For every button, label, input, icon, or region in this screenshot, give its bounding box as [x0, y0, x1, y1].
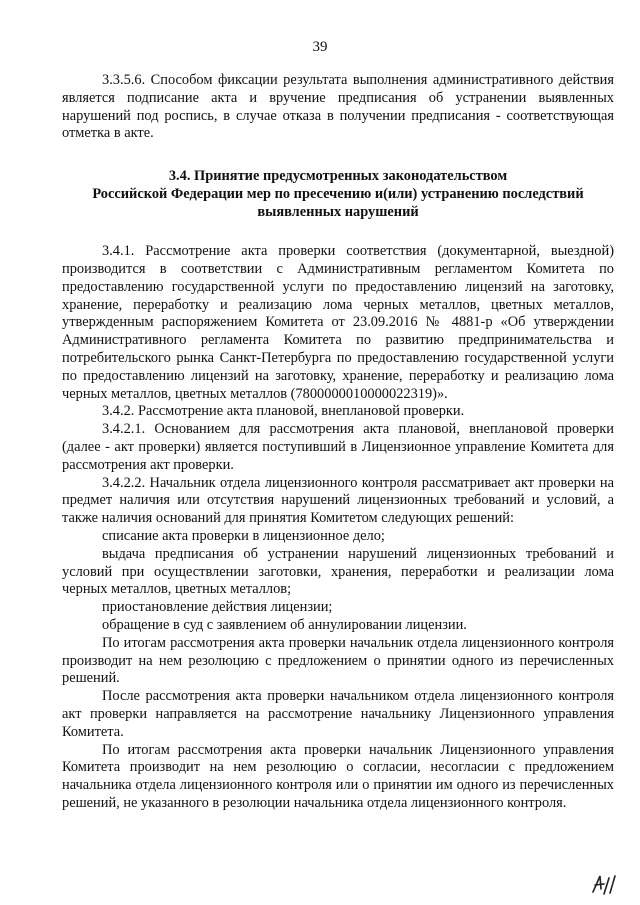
document-body	[62, 72, 614, 813]
paragraph-3-4-1: 3.4.1. Рассмотрение акта проверки соответствия (документарной, выездной) производится в соответствии с Административным регламентом Комитета по предоставлению государственной услуги по предоставлению лицензий на заготовку, хранение, переработку и реализацию лома черных металлов, цветных металлов, утвержденным распоряжением Комитета от 23.09.2016 № 4881-р «Об утверждении Административного регламента Комитета по развитию предпринимательства и потребительского рынка Санкт-Петербурга по предоставлению государственной услуги по предоставлению лицензий на заготовку, хранение, переработку и реализацию лома черных металлов, цветных металлов (7800000010000022319)».	[62, 243, 614, 402]
section-heading	[62, 167, 614, 221]
decision-item-2: выдача предписания об устранении нарушений лицензионных требований и условий при осуществлении заготовки, хранения, переработки и реализации лома черных металлов, цветных металлов;	[62, 545, 614, 598]
paragraph-3-4-2-1: 3.4.2.1. Основанием для рассмотрения акта плановой, внеплановой проверки (далее - акт проверки) является поступивший в Лицензионное управление Комитета для рассмотрения акт проверки.	[62, 421, 614, 473]
section-heading-line-3: выявленных нарушений	[257, 204, 419, 221]
section-heading-line-2: Российской Федерации мер по пресечению и(или) устранению последствий	[92, 186, 584, 203]
resolution-paragraph-3: По итогам рассмотрения акта проверки начальник Лицензионного управления Комитета производит на нем резолюцию о согласии, несогласии с предложением начальника отдела лицензионного контроля или о принятии им одного из перечисленных решений, не указанного в резолюции начальника отдела лицензионного контроля.	[62, 741, 614, 811]
intro-paragraph: 3.3.5.6. Способом фиксации результата выполнения административного действия является подписание акта и вручение предписания об устранении выявленных нарушений под роспись, в случае отказа в получении предписания - соответствующая отметка в акте.	[62, 72, 614, 142]
decision-item-3: приостановление действия лицензии;	[102, 599, 333, 616]
paragraph-3-4-2: 3.4.2. Рассмотрение акта плановой, внеплановой проверки.	[102, 403, 465, 420]
paragraph-3-4-2-2: 3.4.2.2. Начальник отдела лицензионного контроля рассматривает акт проверки на предмет наличия или отсутствия нарушений лицензионных требований и условий, а также наличия оснований для принятия Комитетом следующих решений:	[62, 474, 614, 527]
decision-item-4: обращение в суд с заявлением об аннулировании лицензии.	[102, 616, 467, 633]
section-heading-line-1: 3.4. Принятие предусмотренных законодательством	[168, 168, 508, 185]
page-number: 39	[312, 39, 328, 55]
decision-item-1: списание акта проверки в лицензионное дело;	[102, 527, 385, 544]
resolution-paragraph-2: После рассмотрения акта проверки начальником отдела лицензионного контроля акт проверки направляется на рассмотрение начальнику Лицензионного управления Комитета.	[62, 688, 614, 740]
resolution-paragraph-1: По итогам рассмотрения акта проверки начальник отдела лицензионного контроля производит на нем резолюцию с предложением о принятии одного из перечисленных решений.	[62, 634, 614, 687]
handwritten-page-mark	[590, 872, 620, 896]
